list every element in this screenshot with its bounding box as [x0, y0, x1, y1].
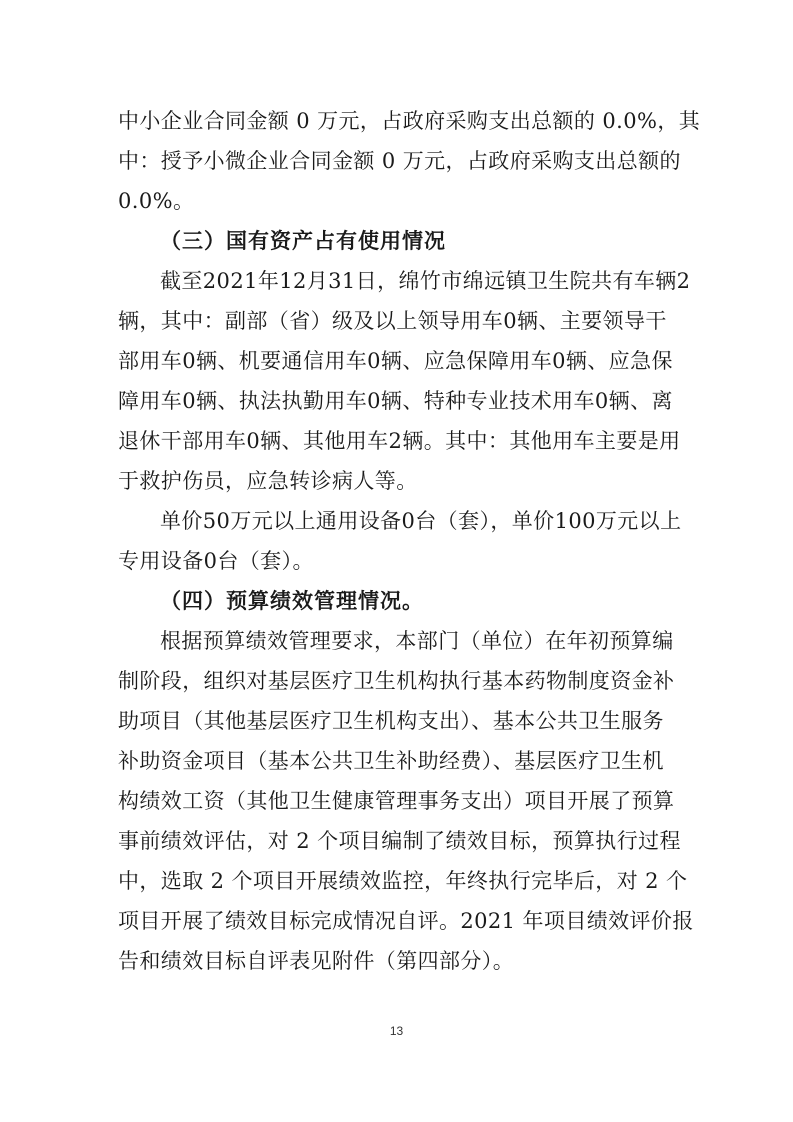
paragraph-line: 中小企业合同金额 0 万元，占政府采购支出总额的 0.0%，其	[118, 109, 701, 133]
paragraph-line: 制阶段，组织对基层医疗卫生机构执行基本药物制度资金补	[118, 669, 675, 693]
paragraph-line: 事前绩效评估，对 2 个项目编制了绩效目标，预算执行过程	[118, 829, 681, 853]
paragraph-line: 中：授予小微企业合同金额 0 万元，占政府采购支出总额的	[118, 149, 681, 173]
paragraph-line: 部用车0辆、机要通信用车0辆、应急保障用车0辆、应急保	[118, 349, 673, 373]
body-text	[118, 101, 701, 981]
page-number: 13	[389, 1024, 404, 1038]
section-heading-performance: （四）预算绩效管理情况。	[160, 588, 424, 613]
paragraph-line: 辆，其中：副部（省）级及以上领导用车0辆、主要领导干	[118, 309, 667, 333]
paragraph-line: 中，选取 2 个项目开展绩效监控，年终执行完毕后，对 2 个	[118, 869, 688, 893]
paragraph-line: 单价50万元以上通用设备0台（套），单价100万元以上	[160, 509, 682, 533]
section-heading-assets: （三）国有资产占有使用情况	[160, 228, 446, 253]
paragraph-line: 补助资金项目（基本公共卫生补助经费）、基层医疗卫生机	[118, 749, 664, 773]
paragraph-line: 根据预算绩效管理要求，本部门（单位）在年初预算编	[160, 629, 674, 653]
paragraph-line: 助项目（其他基层医疗卫生机构支出）、基本公共卫生服务	[118, 709, 664, 733]
paragraph-line: 告和绩效目标自评表见附件（第四部分）。	[118, 949, 515, 973]
paragraph-line: 截至2021年12月31日，绵竹市绵远镇卫生院共有车辆2	[160, 269, 691, 293]
paragraph-line: 专用设备0台（套）。	[118, 549, 314, 573]
paragraph-line: 于救护伤员，应急转诊病人等。	[118, 469, 418, 493]
paragraph-line: 0.0%。	[118, 189, 195, 213]
paragraph-line: 构绩效工资（其他卫生健康管理事务支出）项目开展了预算	[118, 789, 675, 813]
paragraph-line: 退休干部用车0辆、其他用车2辆。其中：其他用车主要是用	[118, 429, 681, 453]
paragraph-line: 项目开展了绩效目标完成情况自评。2021 年项目绩效评价报	[118, 909, 694, 933]
paragraph-line: 障用车0辆、执法执勤用车0辆、特种专业技术用车0辆、离	[118, 389, 673, 413]
